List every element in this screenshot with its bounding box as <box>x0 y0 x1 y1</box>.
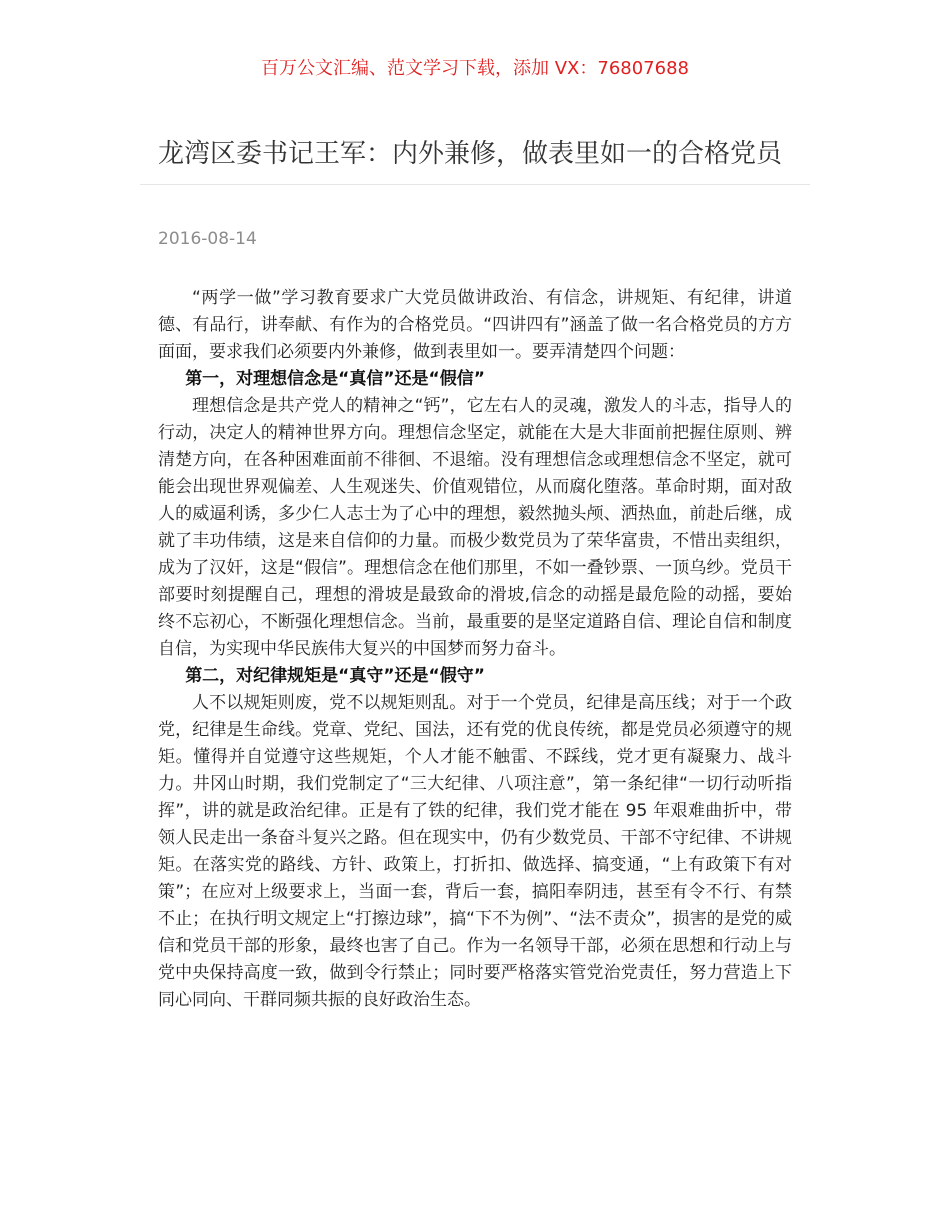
section-2-paragraph: 人不以规矩则废，党不以规矩则乱。对于一个党员，纪律是高压线；对于一个政党，纪律是生命线。党章、党纪、国法，还有党的优良传统，都是党员必须遵守的规矩。懂得并自觉遵守这些规矩，个人才能不触雷、不踩线，党才更有凝聚力、战斗力。井冈山时期，我们党制定了“三大纪律、八项注意”，第一条纪律“一切行动听指挥”，讲的就是政治纪律。正是有了铁的纪律，我们党才能在 95 年艰难曲折中，带领人民走出一条奋斗复兴之路。但在现实中，仍有少数党员、干部不守纪律、不讲规矩。在落实党的路线、方针、政策上，打折扣、做选择、搞变通，“上有政策下有对策”；在应对上级要求上，当面一套，背后一套，搞阳奉阴违，甚至有令不行、有禁不止；在执行明文规定上“打擦边球”，搞“下不为例”、“法不责众”，损害的是党的威信和党员干部的形象，最终也害了自己。作为一名领导干部，必须在思想和行动上与党中央保持高度一致，做到令行禁止；同时要严格落实管党治党责任，努力营造上下同心同向、干群同频共振的良好政治生态。 <box>158 693 792 1010</box>
article-body <box>158 285 792 1014</box>
intro-paragraph: “两学一做”学习教育要求广大党员做讲政治、有信念，讲规矩、有纪律，讲道德、有品行，讲奉献、有作为的合格党员。“四讲四有”涵盖了做一名合格党员的方方面面，要求我们必须要内外兼修，做到表里如一。要弄清楚四个问题： <box>158 288 792 362</box>
section-1-paragraph: 理想信念是共产党人的精神之“钙”，它左右人的灵魂，激发人的斗志，指导人的行动，决定人的精神世界方向。理想信念坚定，就能在大是大非面前把握住原则、辨清楚方向，在各种困难面前不徘徊、不退缩。没有理想信念或理想信念不坚定，就可能会出现世界观偏差、人生观迷失、价值观错位，从而腐化堕落。革命时期，面对敌人的威逼利诱，多少仁人志士为了心中的理想，毅然抛头颅、洒热血，前赴后继，成就了丰功伟绩，这是来自信仰的力量。而极少数党员为了荣华富贵，不惜出卖组织，成为了汉奸，这是“假信”。理想信念在他们那里，不如一叠钞票、一顶乌纱。党员干部要时刻提醒自己，理想的滑坡是最致命的滑坡,信念的动摇是最危险的动摇，要始终不忘初心，不断强化理想信念。当前，最重要的是坚定道路自信、理论自信和制度自信，为实现中华民族伟大复兴的中国梦而努力奋斗。 <box>158 396 792 659</box>
section-1-heading: 第一，对理想信念是“真信”还是“假信” <box>185 369 485 389</box>
article-title: 龙湾区委书记王军：内外兼修，做表里如一的合格党员 <box>158 139 783 169</box>
section-2-heading: 第二，对纪律规矩是“真守”还是“假守” <box>185 666 485 686</box>
title-divider <box>140 184 810 185</box>
publish-date: 2016-08-14 <box>158 229 257 249</box>
promo-banner: 百万公文汇编、范文学习下载，添加 VX：76807688 <box>261 58 689 79</box>
